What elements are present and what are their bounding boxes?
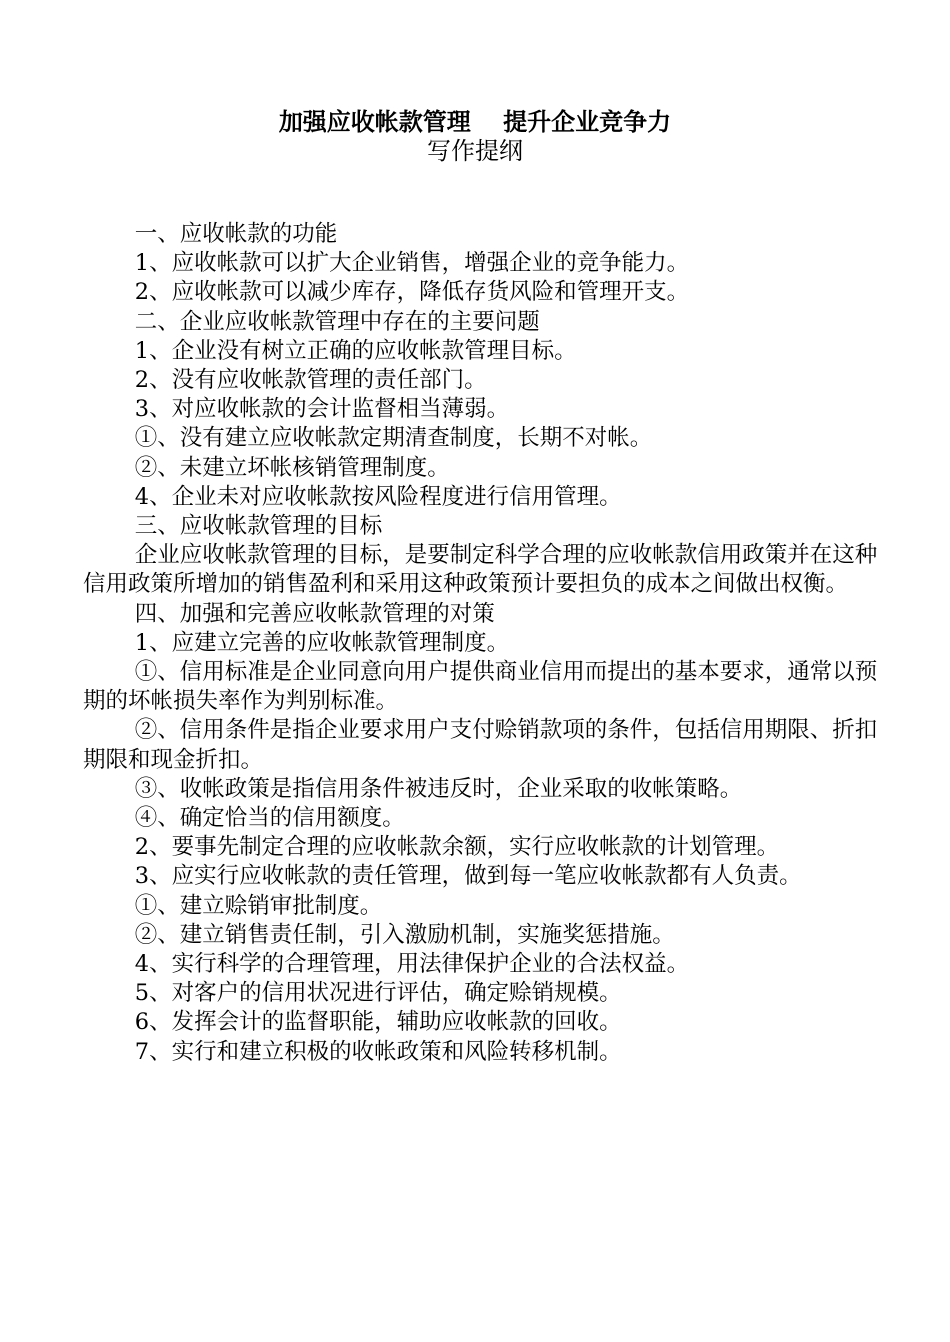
paragraph: 企业应收帐款管理的目标，是要制定科学合理的应收帐款信用政策并在这种信用政策所增加的销售盈利和采用这种政策预计要担负的成本之间做出权衡。 [83, 542, 878, 598]
paragraph: 一、应收帐款的功能 [134, 221, 338, 247]
paragraph: ④、确定恰当的信用额度。 [134, 805, 405, 832]
paragraph: 4、实行科学的合理管理，用法律保护企业的合法权益。 [134, 951, 690, 978]
paragraph: ②、未建立坏帐核销管理制度。 [134, 454, 450, 481]
paragraph: 6、发挥会计的监督职能，辅助应收帐款的回收。 [134, 1009, 622, 1036]
paragraph: 7、实行和建立积极的收帐政策和风险转移机制。 [134, 1038, 622, 1065]
paragraph: 1、应建立完善的应收帐款管理制度。 [134, 629, 510, 656]
paragraph: ①、信用标准是企业同意向用户提供商业信用而提出的基本要求，通常以预期的坏帐损失率作为判别标准。 [83, 659, 878, 715]
document-title: 加强应收帐款管理 提升企业竞争力 [278, 108, 672, 136]
paragraph: ②、信用条件是指企业要求用户支付赊销款项的条件，包括信用期限、折扣期限和现金折扣。 [83, 717, 878, 773]
paragraph: 4、企业未对应收帐款按风险程度进行信用管理。 [134, 483, 622, 510]
paragraph: 二、企业应收帐款管理中存在的主要问题 [134, 308, 540, 335]
paragraph: 三、应收帐款管理的目标 [134, 513, 383, 540]
paragraph: ①、没有建立应收帐款定期清查制度，长期不对帐。 [134, 425, 653, 452]
paragraph: 2、应收帐款可以减少库存，降低存货风险和管理开支。 [134, 279, 690, 306]
paragraph: ②、建立销售责任制，引入激励机制，实施奖惩措施。 [134, 921, 675, 948]
paragraph: 1、应收帐款可以扩大企业销售，增强企业的竞争能力。 [134, 250, 690, 277]
paragraph: 2、没有应收帐款管理的责任部门。 [134, 367, 487, 394]
paragraph: 1、企业没有树立正确的应收帐款管理目标。 [134, 337, 577, 364]
paragraph: ③、收帐政策是指信用条件被违反时，企业采取的收帐策略。 [134, 775, 743, 802]
paragraph: ①、建立赊销审批制度。 [134, 892, 383, 919]
document-body [83, 220, 891, 1067]
paragraph: 5、对客户的信用状况进行评估，确定赊销规模。 [134, 980, 622, 1007]
paragraph: 2、要事先制定合理的应收帐款余额，实行应收帐款的计划管理。 [134, 834, 780, 861]
document-subtitle: 写作提纲 [427, 137, 523, 165]
paragraph: 3、应实行应收帐款的责任管理，做到每一笔应收帐款都有人负责。 [134, 863, 802, 890]
paragraph: 四、加强和完善应收帐款管理的对策 [134, 600, 495, 627]
paragraph: 3、对应收帐款的会计监督相当薄弱。 [134, 396, 510, 423]
